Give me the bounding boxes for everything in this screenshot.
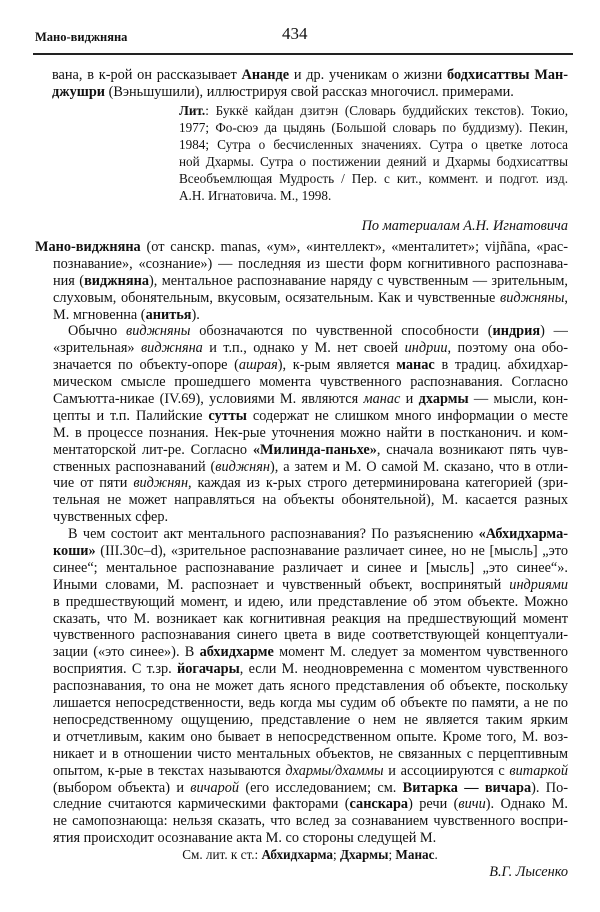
text-line [53,442,568,459]
bold-term: йогачары [176,661,240,678]
text-run: обозначаются по чувственной способности ( [190,323,493,340]
bold-term: Ананде [241,67,290,83]
text-run: цепты и т.п. Палийские [53,407,209,424]
italic-term: вичи [458,796,486,813]
text-run: в традиц. абхидхар- [434,357,568,374]
text-run: — мысли, кон- [468,391,568,408]
text-run: Обычно [68,323,127,340]
text-line [179,136,568,153]
text-run: А.Н. Игнатовича. М., 1998. [179,188,332,203]
text-line [53,695,568,712]
text-run: следние считаются кармическими факторами ( [53,796,350,813]
see-also-line [52,847,568,864]
text-line [53,712,568,729]
text-line [53,408,568,425]
text-line [53,644,568,661]
text-run: . [434,847,438,862]
text-line [53,543,568,560]
see-also [52,847,568,864]
text-run: , каждая из к-рых строго детерминирована категорией (зри- [188,475,568,492]
text-run: ментаторской лит-ре. Согласно [53,441,253,458]
article-mano-vijnana [35,239,568,847]
text-run: ственных распознаваний ( [53,458,216,475]
text-run: вана, в к-рой он рассказывает [52,67,242,83]
text-run: мическом смысле прошедшего момента чувственного распознавания. Согласно [53,374,568,391]
text-run: ния ( [53,272,85,289]
text-run: ), ментальное распознавание наряду с чувственным — зрительным, [149,272,568,289]
text-run: (от санскр. manas, «ум», «интеллект», «менталитет»; vijñāna, «рас- [140,239,568,255]
text-run: синее“; ментальное распознавание различает и синее и [мысль] „это синее“». [53,559,568,576]
italic-term: виджнян [215,458,271,475]
text-run: «зрительная» [53,340,141,357]
text-line [179,187,568,204]
text-run: чувственного распознавания синего цвета в виде соответствующей концептуали- [53,627,568,644]
text-run: восприятия. С т.зр. [53,661,177,678]
text-line [53,627,568,644]
text-run: содержат не слишком много информации о месте [246,407,568,424]
text-run: : Буккё кайдан дзитэн (Словарь буддийских текстов). Токио, [205,103,568,118]
text-run: (III.30c–d), «зрительное распознавание различает синее, но не [мысль] „это [95,543,568,560]
text-run: См. лит. к ст.: [182,847,262,862]
text-run: опытом, к-рые в текстах называются [53,762,286,779]
text-line [53,661,568,678]
text-run: тельная не может направляться на объекты обонятельной), М. касается разных [53,492,568,509]
text-run: М. мгновенна ( [53,306,146,323]
bold-term: виджняна [84,272,149,289]
text-line [53,594,568,611]
italic-term: виджняны [126,323,191,340]
text-line [53,475,568,492]
text-run: познавание», «сознание») — последняя из шести форм когнитивного распознава- [53,255,568,272]
text-run: не самопознающа: нельзя сказать, что вслед за сознаванием чувственного воспри- [53,813,568,830]
bold-term: Дхармы [339,847,389,862]
text-run: чувственных сфер. [53,509,169,526]
text-run: Самъютта-никае (IV.69), условиями М. являются [53,391,364,408]
text-run: непосредственному ощущению, представление о нем не является таким ярким [53,711,568,728]
text-line [53,830,568,847]
text-run: и отчетливым, каким оно бывает в непосредственном опыте. Кроме того, М. воз- [53,728,568,745]
text-line [53,780,568,797]
text-line [53,492,568,509]
text-run: никает и в отношении чисто ментальных объектов, не связанных с перцептивным [53,745,568,762]
bold-term: абхидхарме [199,644,274,661]
text-run: ), а затем и М. О самой М. сказано, что в отли- [270,458,568,475]
italic-term: манас [363,391,401,408]
text-run: ятия происходит осознавание акта М. со стороны следущей М. [53,830,437,847]
running-title: Мано-виджняна [35,30,128,44]
text-line [53,340,568,357]
text-run: , [564,289,568,306]
text-line [53,290,568,307]
bold-term: «Абхидхарма- [478,526,568,543]
text-run: ; [388,847,396,862]
text-run: ; [332,847,340,862]
text-line [35,239,568,256]
text-run: чие от пяти [53,475,134,492]
text-line [68,323,568,340]
italic-term: виджняна [140,340,203,357]
text-run: ной Дхармы. Сутра о постижении деяний и Дхармы бодхисаттвы [179,154,568,169]
italic-term: витаркой [509,762,568,779]
text-line [53,374,568,391]
text-line [53,678,568,695]
text-line [53,425,568,442]
text-run: ). По- [531,779,568,796]
text-run: 1977; Фо-сюэ да цыдянь (Большой словарь по буддизму). Пекин, [179,120,568,135]
bold-term: «Милинда-паньхе» [252,441,377,458]
bold-term: индрия [492,323,541,340]
text-run: ) — [540,323,568,340]
bold-term: анитья [145,306,192,323]
prev-article-literature [179,102,568,204]
text-line [52,84,568,101]
text-run: , если М. неодновременна с моментом чувственного [239,661,568,678]
text-run: , сначала возникают пять чув- [376,441,568,458]
bold-term: джушри [52,83,106,100]
text-line [53,813,568,830]
text-run: момент М. следует за моментом чувственного [273,644,568,661]
header-rule [33,53,573,55]
text-line [53,577,568,594]
text-run: (Вэньшушили), иллюстрируя свой рассказ многочисл. примерами. [105,83,514,100]
text-run: распознавания, то она не может дать ясного представления об объекте, поскольку [53,678,568,695]
text-run: сказать, что М. возникает как когнитивная реакция на предшествующий момент [53,610,568,627]
italic-term: ашрая [238,357,278,374]
text-line [53,307,568,324]
text-line [179,102,568,119]
text-line [53,357,568,374]
bold-term: Абхидхарма [261,847,333,862]
bold-term: бодхисаттвы Ман- [447,67,568,83]
text-line [53,273,568,290]
prev-article-signature: По материалам А.Н. Игнатовича [361,218,568,234]
bold-term: манас [396,357,435,374]
article-signature: В.Г. Лысенко [489,864,568,880]
text-line [53,459,568,476]
bold-term: Лит. [179,103,206,118]
text-run: и ассоциируются с [383,762,510,779]
bold-term: Мано-виджняна [35,239,141,255]
bold-term: дхармы [418,391,469,408]
italic-term: индрии [404,340,448,357]
text-run: М. в процессе познания. Нек-рые уточнения можно найти в постканонич. и ком- [53,424,568,441]
text-line [53,509,568,526]
text-line [179,170,568,187]
text-line [68,526,568,543]
bold-term: Манас [395,847,435,862]
bold-term: Витарка — вичара [402,779,532,796]
bold-term: санскара [349,796,409,813]
text-run: слуховым, обонятельным, вкусовым, осязательным. Как и чувственные [53,289,501,306]
text-run: зации («это синее»). В [53,644,200,661]
text-run: (выбором объекта) и [53,779,191,796]
bold-term: сутты [208,407,247,424]
italic-term: виджнян [133,475,189,492]
text-run: лишается непосредственности, ведь когда мы судим об объекте по памяти, а не по [53,695,568,712]
text-run: и [400,391,419,408]
text-run: ). Однако М. [485,796,568,813]
text-line [179,153,568,170]
text-line [53,256,568,273]
text-line [53,391,568,408]
prev-article-end [52,67,568,101]
text-run: ), к-рым является [277,357,397,374]
text-run: Иными словами, М. распознает и чувственный объект, воспринятый [53,576,510,593]
italic-term: дхармы/дхаммы [285,762,384,779]
bold-term: коши» [53,543,96,560]
italic-term: индриями [509,576,568,593]
italic-term: виджняны [500,289,565,306]
text-run: в предшествующий момент, и идею, или представление об этом объекте. Можно [53,593,568,610]
text-line [53,729,568,746]
text-run: В чем состоит акт ментального распознавания? По разъяснению [68,526,479,543]
page-number: 434 [282,24,308,43]
text-run: 1984; Сутра о бесчисленных значениях. Сутра о цветке лотоса [179,137,568,152]
text-run: Всеобъемлющая Мудрость / Пер. с кит., коммент. и подгот. изд. [179,171,568,186]
text-run: ) речи ( [408,796,459,813]
text-run: и др. ученикам о жизни [289,67,448,83]
text-run: ). [191,306,200,323]
text-line [53,560,568,577]
italic-term: вичарой [190,779,240,796]
text-line [53,746,568,763]
text-run: значается по объекту-опоре ( [53,357,239,374]
text-run: и т.п., однако у М. нет своей [202,340,405,357]
text-run: , поэтому она обо- [447,340,568,357]
text-line [53,796,568,813]
text-line [179,119,568,136]
text-line [53,611,568,628]
text-line [53,763,568,780]
text-run: (его исследованием; см. [239,779,403,796]
text-line [52,67,568,84]
